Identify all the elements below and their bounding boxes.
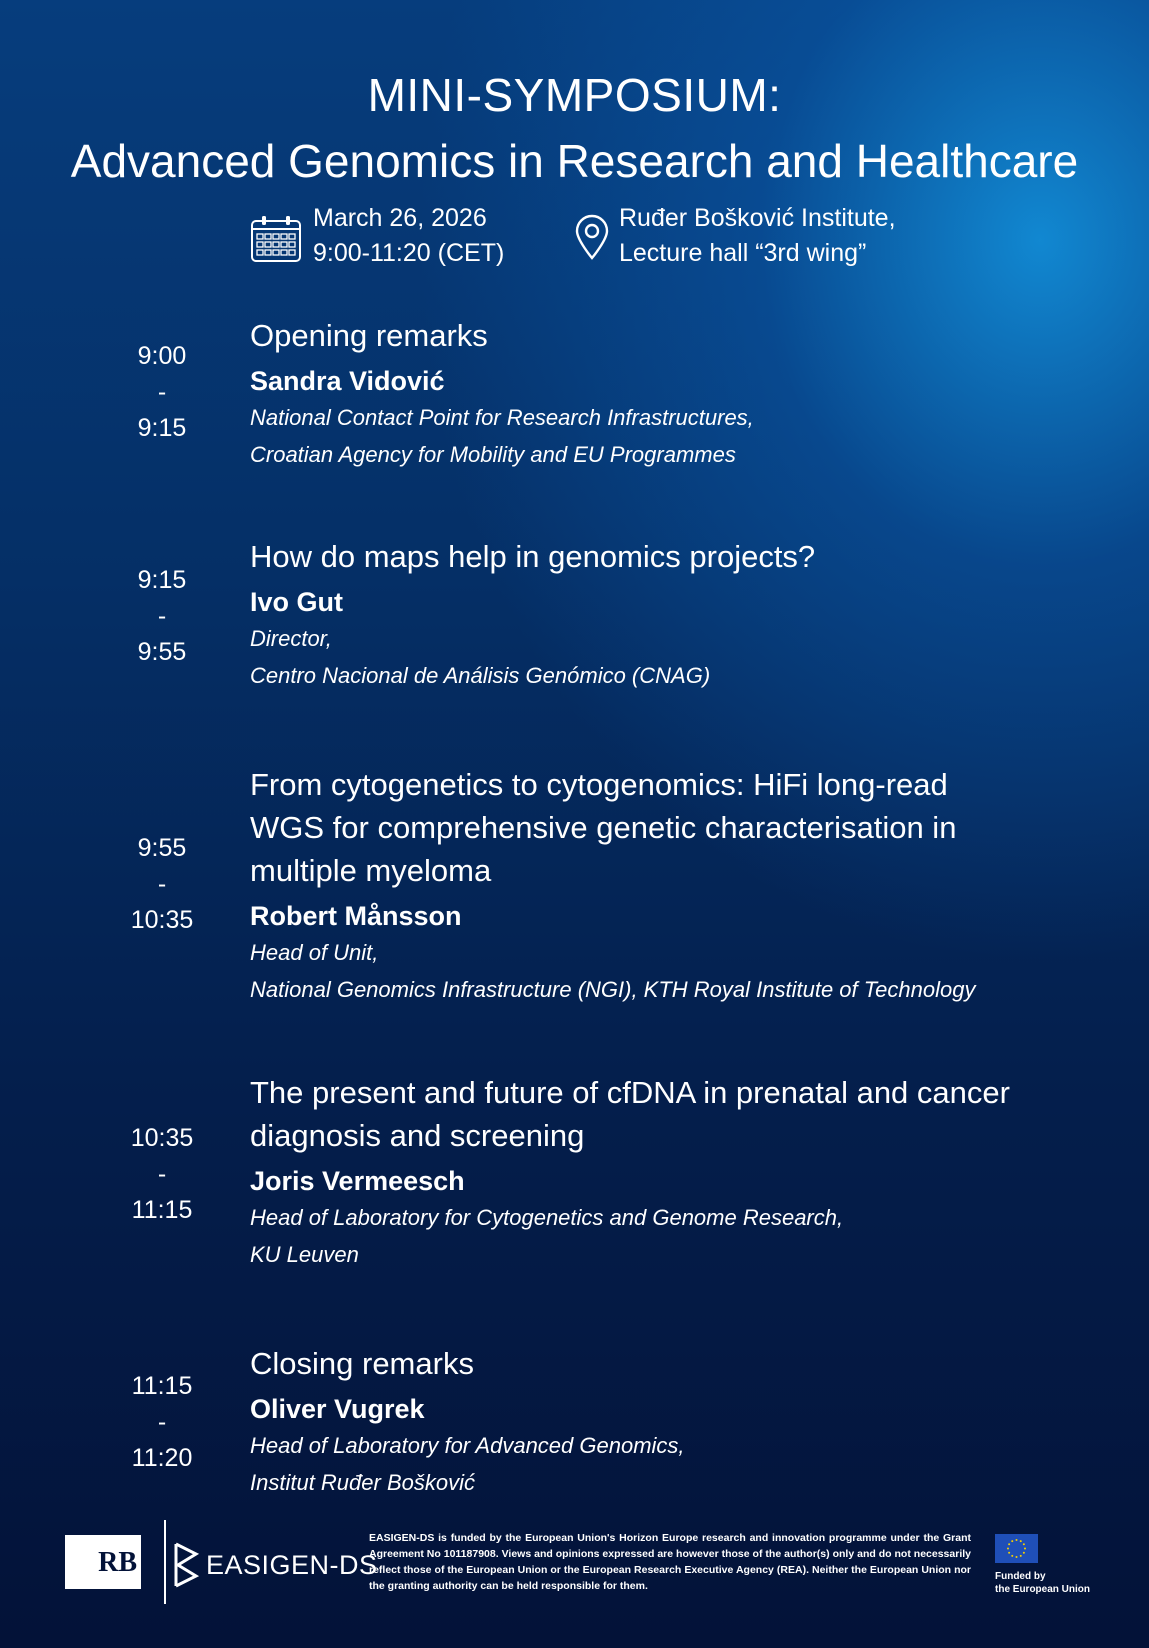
location-line-2: Lecture hall “3rd wing” [619, 239, 867, 267]
funded-line-1: Funded by [995, 1571, 1046, 1582]
event-time: 9:00-11:20 (CET) [313, 239, 505, 267]
session-time [112, 1368, 212, 1476]
time-start: 9:15 [137, 566, 187, 594]
map-pin-icon [574, 214, 610, 260]
session-time [112, 338, 212, 446]
time-start: 10:35 [130, 1124, 194, 1152]
event-location [619, 201, 896, 271]
footer-divider [164, 1520, 166, 1604]
easigen-logo-text: EASIGEN-DS [206, 1549, 378, 1580]
speaker-affiliation: Centro Nacional de Análisis Genómico (CNAG) [250, 663, 711, 688]
time-start: 11:15 [131, 1372, 193, 1400]
time-separator: - [157, 1160, 167, 1188]
session-title: From cytogenetics to cytogenomics: HiFi long-read WGS for comprehensive genetic characterisation in multiple myeloma [250, 767, 957, 888]
session [250, 1342, 1010, 1501]
time-end: 9:55 [137, 638, 187, 666]
event-date: March 26, 2026 [313, 204, 487, 232]
calendar-icon [250, 214, 302, 264]
speaker-role: Director, [250, 626, 332, 651]
event-date-time [313, 201, 504, 271]
session-title: The present and future of cfDNA in prenatal and cancer diagnosis and screening [250, 1075, 1010, 1153]
time-end: 11:20 [131, 1444, 193, 1472]
speaker-affiliation: National Genomics Infrastructure (NGI), KTH Royal Institute of Technology [250, 977, 976, 1002]
speaker-affiliation: KU Leuven [250, 1242, 359, 1267]
title-line-2: Advanced Genomics in Research and Healthcare [70, 135, 1079, 187]
session [250, 763, 1010, 1008]
time-separator: - [157, 378, 167, 406]
speaker-name: Sandra Vidović [250, 366, 445, 396]
session-time [112, 1120, 212, 1228]
easigen-mark-icon [172, 1540, 202, 1590]
time-end: 10:35 [130, 906, 194, 934]
funded-line-2: the European Union [995, 1584, 1090, 1595]
time-separator: - [157, 1408, 167, 1436]
rb-logo-text: RB [98, 1547, 137, 1578]
session [250, 314, 1010, 473]
speaker-affiliation: Institut Ruđer Bošković [250, 1470, 475, 1495]
eu-flag-icon [995, 1534, 1038, 1563]
location-line-1: Ruđer Bošković Institute, [619, 204, 896, 232]
speaker-affiliation: Croatian Agency for Mobility and EU Programmes [250, 442, 736, 467]
speaker-role: National Contact Point for Research Infrastructures, [250, 405, 754, 430]
session [250, 535, 1010, 694]
speaker-name: Oliver Vugrek [250, 1394, 425, 1424]
eu-funded-label [995, 1570, 1090, 1596]
speaker-role: Head of Laboratory for Advanced Genomics, [250, 1433, 685, 1458]
speaker-name: Ivo Gut [250, 587, 343, 617]
speaker-role: Head of Laboratory for Cytogenetics and Genome Research, [250, 1205, 844, 1230]
funding-disclaimer: EASIGEN-DS is funded by the European Union's Horizon Europe research and innovation programme under the Grant Agreement No 101187908. Views and opinions expressed are however those of the author(s) only and do not necessarily reflect those of the European Union or the European Research Executive Agency (REA). Neither the European Union nor the granting authority can be held responsible for them. [369, 1532, 971, 1592]
session-time [112, 830, 212, 938]
title-line-1: MINI-SYMPOSIUM: [367, 69, 782, 121]
time-separator: - [157, 870, 167, 898]
session-time [112, 562, 212, 670]
easigen-logo [172, 1540, 378, 1590]
speaker-name: Joris Vermeesch [250, 1166, 465, 1196]
session-title: How do maps help in genomics projects? [250, 539, 816, 574]
time-separator: - [157, 602, 167, 630]
time-start: 9:00 [137, 342, 187, 370]
time-end: 9:15 [137, 414, 187, 442]
session [250, 1071, 1010, 1273]
speaker-role: Head of Unit, [250, 940, 379, 965]
time-end: 11:15 [131, 1196, 193, 1224]
session-title: Closing remarks [250, 1346, 474, 1381]
session-title: Opening remarks [250, 318, 488, 353]
rb-logo [65, 1535, 141, 1589]
time-start: 9:55 [137, 834, 187, 862]
speaker-name: Robert Månsson [250, 901, 462, 931]
